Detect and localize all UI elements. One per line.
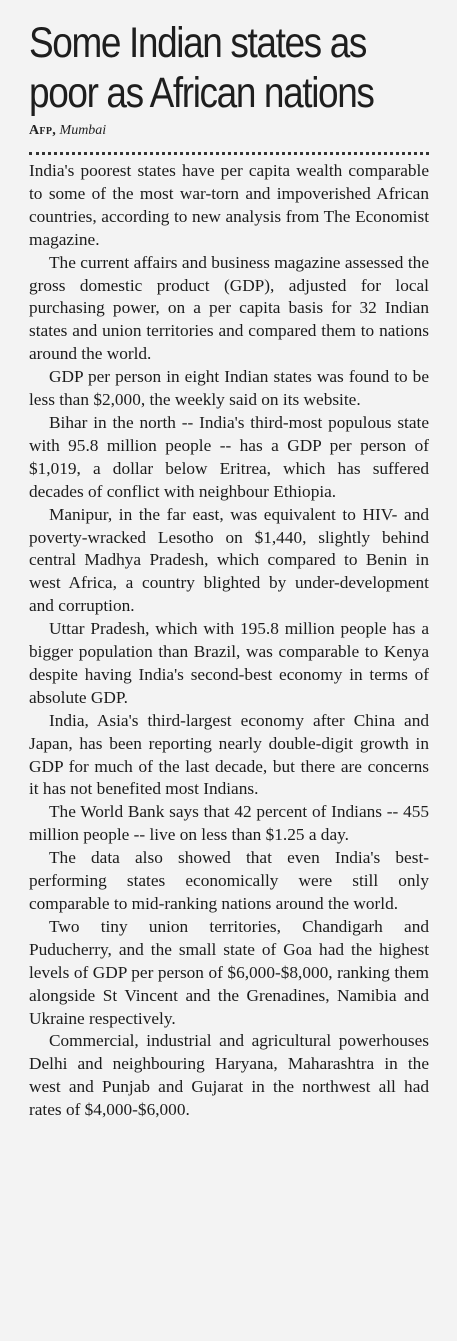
article-paragraph: India's poorest states have per capita wealth comparable to some of the most war-torn and impoverished African countries, according to new analysis from The Economist magazine. bbox=[29, 161, 429, 249]
byline-city: Mumbai bbox=[59, 123, 107, 138]
byline-agency: Afp, bbox=[29, 123, 57, 138]
article-paragraph: India, Asia's third-largest economy after China and Japan, has been reporting nearly double-digit growth in GDP for much of the last decade, but there are concerns it has not benefited most Indians. bbox=[29, 710, 429, 799]
article-paragraph: The World Bank says that 42 percent of Indians -- 455 million people -- live on less than $1.25 a day. bbox=[29, 802, 429, 845]
article-paragraph: Commercial, industrial and agricultural powerhouses Delhi and neighbouring Haryana, Maharashtra in the west and Punjab and Gujarat in the northwest all had rates of $4,000-$6,000. bbox=[29, 1031, 429, 1120]
article-byline bbox=[29, 122, 429, 140]
article-paragraph: The data also showed that even India's best-performing states economically were still only comparable to mid-ranking nations around the world. bbox=[29, 848, 429, 913]
dotted-divider bbox=[29, 152, 429, 155]
article-paragraph: GDP per person in eight Indian states was found to be less than $2,000, the weekly said on its website. bbox=[29, 367, 429, 410]
article-paragraph: Bihar in the north -- India's third-most populous state with 95.8 million people -- has a GDP per person of $1,019, a dollar below Eritrea, which has suffered decades of conflict with neighbour Ethiopia. bbox=[29, 412, 429, 501]
article-body bbox=[29, 160, 429, 1122]
article-paragraph: The current affairs and business magazine assessed the gross domestic product (GDP), adjusted for local purchasing power, on a per capita basis for 32 Indian states and union territories and compared them to nations around the world. bbox=[29, 252, 429, 364]
article-paragraph: Uttar Pradesh, which with 195.8 million people has a bigger population than Brazil, was comparable to Kenya despite having India's second-best economy in terms of absolute GDP. bbox=[29, 619, 429, 707]
article-paragraph: Manipur, in the far east, was equivalent to HIV- and poverty-wracked Lesotho on $1,440, slightly behind central Madhya Pradesh, which compared to Benin in west Africa, a country blighted by under-development and corruption. bbox=[29, 504, 429, 616]
article-paragraph: Two tiny union territories, Chandigarh and Puducherry, and the small state of Goa had the highest levels of GDP per person of $6,000-$8,000, ranking them alongside St Vincent and the Grenadines, Namibia and Ukraine respectively. bbox=[29, 916, 429, 1028]
article-headline: Some Indian states as poor as African nations bbox=[29, 19, 374, 117]
